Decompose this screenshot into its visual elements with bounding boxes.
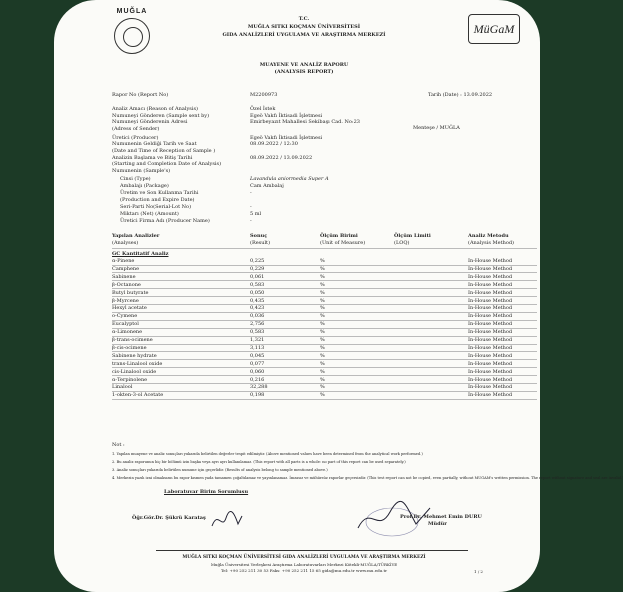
table-cell: 0,060 <box>250 368 265 375</box>
table-section: GC Kantitatif Analiz <box>112 251 169 257</box>
table-header-rule <box>112 248 537 249</box>
table-cell: % <box>320 297 325 304</box>
sample-field-label: Ambalajı (Package) <box>120 183 169 189</box>
table-header-4: Analiz Metodu <box>468 233 509 239</box>
table-cell: Sabinene <box>112 273 136 280</box>
table-header-en-3: (LOQ) <box>394 240 410 246</box>
table-header-0: Yapılan Analizler <box>112 233 160 239</box>
table-cell: In-House Method <box>468 344 513 351</box>
seal-icon <box>114 18 150 54</box>
table-cell: In-House Method <box>468 313 513 320</box>
field-label: Numuneyi Gönderenin Adresi <box>112 119 188 125</box>
field-value: 08.09.2022 / 12:30 <box>250 141 298 147</box>
table-cell: 0,225 <box>250 258 265 264</box>
table-cell: In-House Method <box>468 384 513 391</box>
table-header-en-4: (Analysis Method) <box>468 240 514 246</box>
sample-field-label: Üretim ve Son Kullanma Tarihi <box>120 190 199 196</box>
table-cell: In-House Method <box>468 352 513 359</box>
note-item: 1. Yapılan muayene ve analiz sonuçları yukarıda belirtilen değerler tespit edilmiştir. (Above mentioned values have been determined from the analytical work performed.) <box>112 452 423 456</box>
table-cell: % <box>320 289 325 296</box>
footer-contact: Tel: +90 252 211 30 53 Faks: +90 252 211 15 65 gida@mu.edu.tr www.mu.edu.tr <box>220 568 388 573</box>
sample-field-value: Cam Ambalaj <box>250 183 284 189</box>
header-university: MUĞLA SITKI KOÇMAN ÜNİVERSİTESİ <box>247 24 361 30</box>
sample-field-label: (Production and Expire Date) <box>120 197 195 203</box>
page-number: 1 / 2 <box>474 569 483 574</box>
field-value: Egeö Vakfı İktisadi İşletmesi <box>250 135 323 141</box>
table-row-line <box>112 399 537 400</box>
table-cell: 1-okten-3-ol Acetate <box>112 392 164 399</box>
table-cell: 32,288 <box>250 384 268 391</box>
header-tc: T.C. <box>298 16 310 22</box>
table-cell: In-House Method <box>468 281 513 288</box>
table-cell: 0,229 <box>250 265 265 272</box>
header-lab: GIDA ANALİZLERİ UYGULAMA VE ARAŞTIRMA MERKEZİ <box>222 32 386 38</box>
table-cell: 3,113 <box>250 344 265 351</box>
field-label: Numunenin Geldiği Tarih ve Saat <box>112 141 197 147</box>
table-cell: trans-Linalool oxide <box>112 360 163 367</box>
table-cell: In-House Method <box>468 289 513 296</box>
sample-field-value: - <box>250 218 252 224</box>
field-label: Analiz Amacı (Reason of Analysis) <box>112 106 198 112</box>
note-item: 2. Bu analiz raporunun hiç bir bölümü izin başka veya ayrı ayrı kullanılamaz. (This report with all parts is a whole: no part of this report can be used separately.) <box>112 460 406 464</box>
table-cell: 0,050 <box>250 289 265 296</box>
table-cell: 0,077 <box>250 360 265 367</box>
sample-field-value: 5 ml <box>250 211 262 217</box>
table-cell: Hexyl acetate <box>112 305 147 312</box>
table-header-en-1: (Result) <box>250 240 271 246</box>
table-cell: In-House Method <box>468 376 513 383</box>
table-cell: % <box>320 313 325 320</box>
footer-address: Muğla Üniversitesi Yerleşkesi Araştırma Laboratuvarları Merkezi Kötekli-MUĞLA/TÜRKİYE <box>210 562 398 567</box>
table-cell: 0,583 <box>250 329 265 336</box>
table-cell: In-House Method <box>468 360 513 367</box>
table-cell: % <box>320 258 325 264</box>
table-cell: % <box>320 305 325 312</box>
signature-left-name: Öğr.Gör.Dr. Şükrü Karataş <box>132 515 206 521</box>
table-cell: 0,061 <box>250 273 265 280</box>
table-cell: % <box>320 392 325 399</box>
table-cell: % <box>320 384 325 391</box>
table-cell: cis-Linalool oxide <box>112 368 157 375</box>
table-cell: In-House Method <box>468 329 513 336</box>
field-value: Emirbeyazıt Mahallesi Sekibaşı Cad. No:23 <box>250 119 360 125</box>
table-cell: In-House Method <box>468 258 513 264</box>
notes-label: Not : <box>112 442 125 448</box>
table-cell: Linalool <box>112 384 133 391</box>
table-cell: o-Cymene <box>112 313 138 320</box>
table-cell: % <box>320 321 325 328</box>
university-logo <box>111 8 153 70</box>
table-cell: % <box>320 329 325 336</box>
sample-field-label: Cinsi (Type) <box>120 176 151 182</box>
sample-field-value: - <box>250 204 252 210</box>
table-cell: Sabinene hydrate <box>112 352 157 359</box>
table-cell: % <box>320 376 325 383</box>
table-cell: α-Pinene <box>112 258 135 264</box>
field-value: 08.09.2022 / 13.09.2022 <box>250 155 313 161</box>
signature-right-title: Müdür <box>428 521 447 527</box>
sample-field-label: Üretici Firma Adı (Producer Name) <box>120 218 210 224</box>
table-cell: 0,198 <box>250 392 265 399</box>
mugam-logo: MüGaM <box>468 14 520 44</box>
table-cell: β-cis-ocimene <box>112 344 147 351</box>
university-logo-text: MUĞLA <box>116 8 148 15</box>
table-cell: In-House Method <box>468 392 513 399</box>
table-cell: Eucalyptol <box>112 321 139 328</box>
table-header-1: Sonuç <box>250 233 268 239</box>
table-cell: In-House Method <box>468 273 513 280</box>
table-header-en-2: (Unit of Measure) <box>320 240 366 246</box>
table-cell: % <box>320 344 325 351</box>
field-label: Analizin Başlama ve Bitiş Tarihi <box>112 155 193 161</box>
table-cell: 1,321 <box>250 337 265 343</box>
table-cell: 0,045 <box>250 352 265 359</box>
table-header-en-0: (Analyses) <box>112 240 139 246</box>
field-label: Numunenin (Sample's) <box>112 168 171 174</box>
field-label: (Starting and Completion Date of Analysis) <box>112 161 222 167</box>
table-cell: β-trans-ocimene <box>112 337 153 343</box>
footer-divider <box>156 550 468 551</box>
signature-left-icon <box>208 508 246 532</box>
mentese-location: Menteşe / MUĞLA <box>413 125 460 131</box>
note-item: 3. Analiz sonuçları yukarıda belirtilen numune için geçerlidir. (Results of analysis belong to sample mentioned above.) <box>112 468 328 472</box>
table-header-2: Ölçüm Birimi <box>320 233 358 239</box>
table-cell: In-House Method <box>468 265 513 272</box>
report-title-en: (ANALYSIS REPORT) <box>274 69 334 75</box>
signature-right-name: Prof.Dr. Mehmet Emin DURU <box>400 514 482 520</box>
table-cell: % <box>320 265 325 272</box>
table-cell: In-House Method <box>468 305 513 312</box>
lab-heads-title: Laboratuvar Birim Sorumlusu <box>164 489 249 495</box>
sample-field-value: Lavandula aniormedia Super A <box>250 176 329 182</box>
field-label: Numuneyi Gönderen (Sample sent by) <box>112 113 210 119</box>
table-cell: α-Terpinolene <box>112 376 148 383</box>
table-cell: β-Octanone <box>112 281 141 288</box>
report-no-value: M2200973 <box>250 92 278 98</box>
table-cell: 0,216 <box>250 376 265 383</box>
table-cell: β-Myrcene <box>112 297 139 304</box>
field-value: Egeö Vakfı İktisadi İşletmesi <box>250 113 323 119</box>
table-cell: Camphene <box>112 265 140 272</box>
sample-field-label: Seri-Parti No(Serial-Lot No) <box>120 204 192 210</box>
report-no-label: Rapor No (Report No) <box>112 92 169 98</box>
note-item: 4. Merkezin yazılı izni olmaksızın bu rapor kısmen yada tamamen çoğaltılamaz ve yayınlanamaz. İmzasız ve mühürsüz raporlar geçersizdir. (This test report can not be copied, even partially, without MUGAM's written permission. The report without signature and seal are invalid.) <box>112 476 623 480</box>
table-cell: 0,036 <box>250 313 265 320</box>
table-cell: 0,583 <box>250 281 265 288</box>
field-label: (Adress of Sender) <box>112 126 160 132</box>
table-cell: % <box>320 360 325 367</box>
footer-title: MUĞLA SITKI KOÇMAN ÜNİVERSİTESİ GIDA ANALİZLERİ UYGULAMA VE ARAŞTIRMA MERKEZİ <box>182 555 426 560</box>
sample-field-value: - <box>250 190 252 196</box>
table-cell: In-House Method <box>468 297 513 304</box>
table-cell: In-House Method <box>468 368 513 375</box>
table-cell: α-Limonene <box>112 329 143 336</box>
table-cell: 0,423 <box>250 305 265 312</box>
table-cell: % <box>320 352 325 359</box>
table-cell: 2,756 <box>250 321 265 328</box>
table-cell: 0,435 <box>250 297 265 304</box>
report-date: Tarih (Date) : 13.09.2022 <box>428 92 493 98</box>
table-cell: % <box>320 273 325 280</box>
report-document <box>54 0 623 592</box>
table-cell: In-House Method <box>468 337 513 343</box>
sample-field-label: Miktarı (Net) (Amount) <box>120 211 179 217</box>
table-cell: % <box>320 281 325 288</box>
field-label: Üretici (Producer) <box>112 135 159 141</box>
field-value: Özel İstek <box>250 106 276 112</box>
table-cell: % <box>320 337 325 343</box>
table-header-3: Ölçüm Limiti <box>394 233 431 239</box>
field-label: (Date and Time of Reception of Sample ) <box>112 148 216 154</box>
table-cell: Butyl butyrate <box>112 289 149 296</box>
report-title: MUAYENE VE ANALİZ RAPORU <box>259 62 349 68</box>
table-cell: % <box>320 368 325 375</box>
table-cell: In-House Method <box>468 321 513 328</box>
